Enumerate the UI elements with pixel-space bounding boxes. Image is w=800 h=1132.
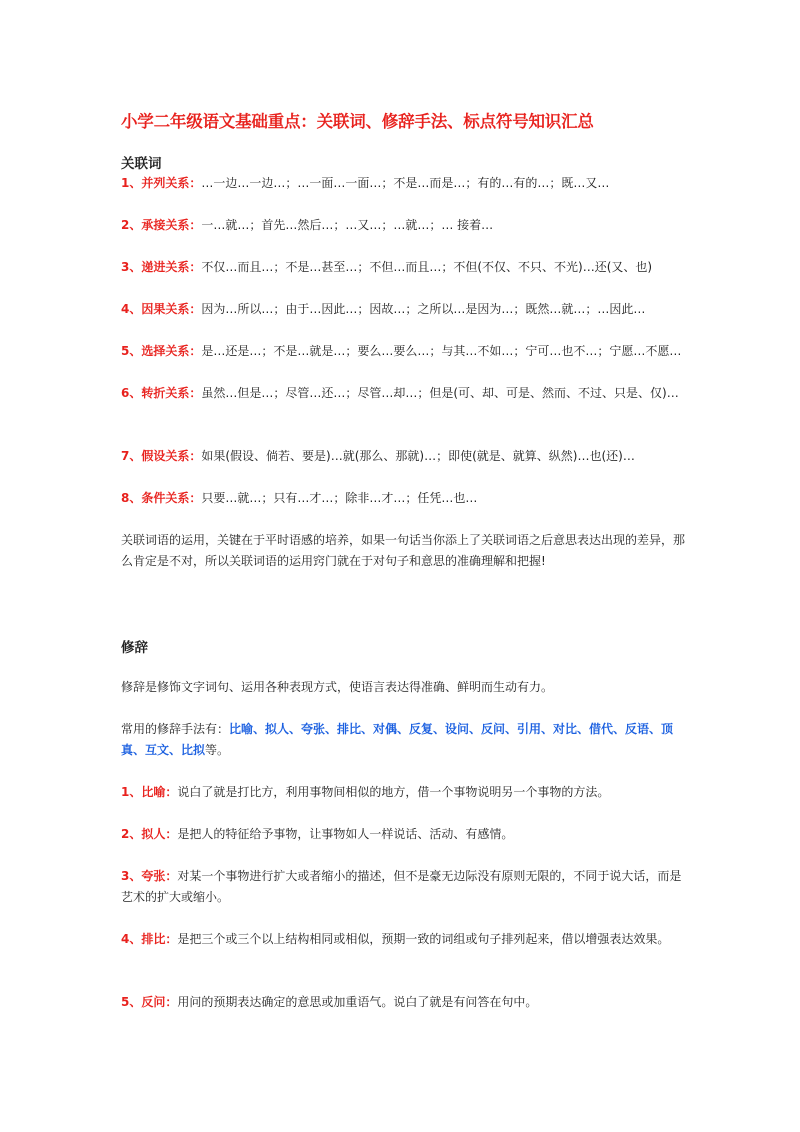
item-text: …一边…一边…；…一面…一面…；不是…而是…；有的…有的…；既…又… [201, 176, 610, 190]
list-item [121, 488, 691, 509]
common-suffix: 等。 [205, 743, 230, 757]
common-prefix: 常用的修辞手法有： [121, 722, 230, 736]
item-text: 用问的预期表达确定的意思或加重语气。说白了就是有问答在句中。 [177, 995, 538, 1009]
item-text: 说白了就是打比方，利用事物间相似的地方，借一个事物说明另一个事物的方法。 [177, 785, 610, 799]
item-text: 是把三个或三个以上结构相同或相似，预期一致的词组或句子排列起来，借以增强表达效果。 [177, 932, 670, 946]
list-item [121, 866, 691, 908]
item-text: 一…就…；首先…然后…；…又…；…就…；… 接着… [201, 218, 494, 232]
item-label: 4、排比： [121, 932, 178, 946]
list-item [121, 215, 691, 236]
item-text: 如果(假设、倘若、要是)…就(那么、那就)…；即使(就是、就算、纵然)…也(还)… [201, 449, 635, 463]
item-label: 8、条件关系： [121, 491, 202, 505]
list-item [121, 383, 691, 404]
item-label: 1、并列关系： [121, 176, 202, 190]
item-label: 6、转折关系： [121, 386, 202, 400]
intro-paragraph: 修辞是修饰文字词句、运用各种表现方式，使语言表达得准确、鲜明而生动有力。 [121, 680, 554, 694]
item-text: 对某一个事物进行扩大或者缩小的描述，但不是豪无边际没有原则无限的，不同于说大话，而是艺术的扩大或缩小。 [121, 869, 682, 904]
item-label: 4、因果关系： [121, 302, 202, 316]
section-heading-guanlianci: 关联词 [121, 156, 162, 172]
list-item [121, 173, 691, 194]
list-item [121, 824, 691, 845]
list-item [121, 782, 691, 803]
list-item [121, 446, 691, 467]
list-item [121, 341, 691, 362]
item-label: 1、比喻： [121, 785, 178, 799]
item-label: 2、承接关系： [121, 218, 202, 232]
section-heading-xiuci: 修辞 [121, 640, 148, 656]
item-text: 是把人的特征给予事物，让事物如人一样说话、活动、有感情。 [177, 827, 514, 841]
item-text: 因为…所以…；由于…因此…；因故…；之所以…是因为…；既然…就…；…因此… [201, 302, 646, 316]
item-label: 3、夸张： [121, 869, 178, 883]
list-item [121, 929, 691, 950]
item-text: 不仅…而且…；不是…甚至…；不但…而且…；不但(不仅、不只、不光)…还(又、也) [201, 260, 653, 274]
item-label: 5、选择关系： [121, 344, 202, 358]
summary-paragraph: 关联词语的运用，关键在于平时语感的培养，如果一句话当你添上了关联词语之后意思表达出现的差异，那么肯定是不对，所以关联词语的运用窍门就在于对句子和意思的准确理解和把握! [121, 533, 686, 568]
common-techniques [121, 719, 691, 761]
common-list: 比喻、拟人、夸张、排比、对偶、反复、设问、反问、引用、对比、借代、反语、顶真、互文、比拟 [121, 722, 674, 757]
item-text: 虽然…但是…；尽管…还…；尽管…却…；但是(可、却、可是、然而、不过、只是、仅)… [201, 386, 679, 400]
item-text: 只要…就…；只有…才…；除非…才…；任凭…也… [201, 491, 478, 505]
item-label: 7、假设关系： [121, 449, 202, 463]
list-item [121, 299, 691, 320]
list-item [121, 257, 691, 278]
item-text: 是…还是…；不是…就是…；要么…要么…；与其…不如…；宁可…也不…；宁愿…不愿… [201, 344, 682, 358]
page-title: 小学二年级语文基础重点：关联词、修辞手法、标点符号知识汇总 [121, 112, 594, 131]
list-item [121, 992, 691, 1013]
item-label: 2、拟人： [121, 827, 178, 841]
item-label: 3、递进关系： [121, 260, 202, 274]
item-label: 5、反问： [121, 995, 178, 1009]
